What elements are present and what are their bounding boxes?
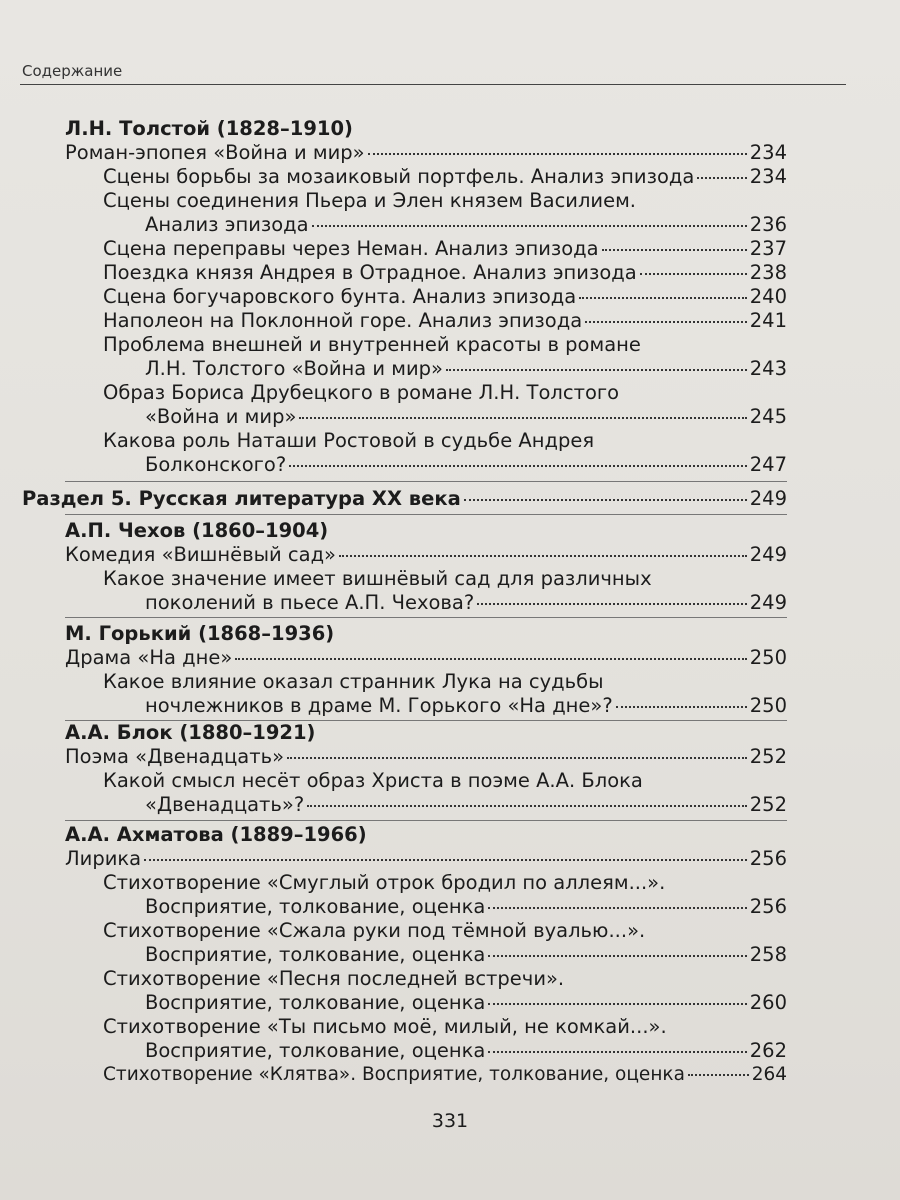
toc-page-number: 258 (749, 943, 787, 966)
running-head: Содержание (22, 62, 123, 80)
chekhov-heading: А.П. Чехов (1860–1904) (65, 519, 329, 542)
toc-entry-label: Драма «На дне» (65, 646, 233, 669)
toc-entry[interactable] (145, 793, 787, 817)
toc-page-number: 234 (749, 141, 787, 164)
section-rule (65, 820, 787, 821)
toc-entry-line: Стихотворение «Смуглый отрок бродил по аллеям...». (103, 871, 666, 894)
toc-entry-line: Стихотворение «Ты письмо моё, милый, не комкай...». (103, 1015, 667, 1038)
toc-entry-line: Сцены соединения Пьера и Элен князем Василием. (103, 189, 637, 212)
leader-dots (616, 706, 747, 708)
toc-entry[interactable] (145, 895, 787, 919)
toc-entry-label: «Война и мир» (145, 405, 297, 428)
section-rule (65, 514, 787, 515)
toc-entry-label: Восприятие, толкование, оценка (145, 1039, 486, 1062)
toc-page-number: 240 (749, 285, 787, 308)
toc-entry[interactable] (145, 694, 787, 718)
blok-heading: А.А. Блок (1880–1921) (65, 721, 316, 744)
tolstoy-heading: Л.Н. Толстой (1828–1910) (65, 117, 353, 140)
toc-page-number: 236 (749, 213, 787, 236)
page-number: 331 (431, 1110, 469, 1132)
toc-page-number: 249 (749, 591, 787, 614)
header-rule (20, 84, 846, 85)
toc-entry-label: Поэма «Двенадцать» (65, 745, 284, 768)
leader-dots (464, 499, 747, 501)
toc-entry[interactable] (65, 745, 787, 769)
toc-entry-war-and-peace[interactable] (65, 141, 787, 165)
leader-dots (688, 1074, 749, 1076)
toc-section-5[interactable] (22, 487, 787, 511)
leader-dots (144, 859, 747, 861)
toc-page-number: 250 (749, 646, 787, 669)
toc-page-number: 250 (749, 694, 787, 717)
leader-dots (307, 805, 747, 807)
leader-dots (368, 153, 747, 155)
akhmatova-heading: А.А. Ахматова (1889–1966) (65, 823, 367, 846)
toc-entry[interactable] (65, 847, 787, 871)
toc-entry-line: Какова роль Наташи Ростовой в судьбе Андрея (103, 429, 595, 452)
toc-entry-label: Л.Н. Толстого «Война и мир» (145, 357, 443, 380)
section-rule (65, 481, 787, 482)
toc-entry-label: Лирика (65, 847, 142, 870)
toc-entry[interactable] (145, 991, 787, 1015)
toc-page-number: 264 (751, 1064, 787, 1085)
leader-dots (640, 273, 747, 275)
toc-page-number: 252 (749, 793, 787, 816)
toc-entry[interactable] (103, 309, 787, 333)
toc-entry[interactable] (103, 261, 787, 285)
toc-entry[interactable] (145, 591, 787, 615)
toc-entry-label: Восприятие, толкование, оценка (145, 943, 486, 966)
leader-dots (235, 658, 746, 660)
toc-page-number: 256 (749, 847, 787, 870)
toc-entry[interactable] (103, 237, 787, 261)
toc-entry-label: Комедия «Вишнёвый сад» (65, 543, 336, 566)
toc-entry[interactable] (103, 285, 787, 309)
toc-entry-label: Роман-эпопея «Война и мир» (65, 141, 365, 164)
toc-page-number: 237 (749, 237, 787, 260)
toc-page-number: 249 (749, 487, 787, 510)
toc-entry-label: Стихотворение «Клятва». Восприятие, толкование, оценка (103, 1064, 685, 1085)
toc-entry-line: Стихотворение «Сжала руки под тёмной вуалью...». (103, 919, 646, 942)
toc-entry-label: Раздел 5. Русская литература ХХ века (22, 487, 461, 510)
leader-dots (339, 555, 747, 557)
toc-entry-label: «Двенадцать»? (145, 793, 305, 816)
toc-entry-label: Болконского? (145, 453, 287, 476)
leader-dots (488, 1051, 746, 1053)
gorky-heading: М. Горький (1868–1936) (65, 622, 335, 645)
toc-entry[interactable] (145, 943, 787, 967)
toc-page-number: 234 (749, 165, 787, 188)
toc-page-number: 249 (749, 543, 787, 566)
toc-page-number: 247 (749, 453, 787, 476)
leader-dots (488, 1003, 746, 1005)
leader-dots (289, 465, 747, 467)
leader-dots (579, 297, 747, 299)
leader-dots (602, 249, 747, 251)
leader-dots (299, 417, 746, 419)
leader-dots (312, 225, 747, 227)
toc-entry[interactable] (145, 405, 787, 429)
toc-entry-label: Наполеон на Поклонной горе. Анализ эпизода (103, 309, 583, 332)
toc-entry[interactable] (145, 213, 787, 237)
leader-dots (287, 757, 747, 759)
toc-page-number: 241 (749, 309, 787, 332)
toc-page-number: 256 (749, 895, 787, 918)
toc-entry-label: Восприятие, толкование, оценка (145, 991, 486, 1014)
toc-entry-label: ночлежников в драме М. Горького «На дне»? (145, 694, 613, 717)
toc-entry[interactable] (145, 357, 787, 381)
leader-dots (446, 369, 747, 371)
toc-page-number: 252 (749, 745, 787, 768)
toc-page-number: 260 (749, 991, 787, 1014)
toc-entry[interactable] (103, 1063, 787, 1087)
toc-entry-label: Анализ эпизода (145, 213, 309, 236)
toc-entry-label: Сцена богучаровского бунта. Анализ эпизода (103, 285, 577, 308)
toc-entry[interactable] (145, 1039, 787, 1063)
toc-entry-line: Какое влияние оказал странник Лука на судьбы (103, 670, 604, 693)
leader-dots (585, 321, 747, 323)
toc-entry-label: Сцена переправы через Неман. Анализ эпизода (103, 237, 599, 260)
section-rule (65, 617, 787, 618)
toc-entry-line: Образ Бориса Друбецкого в романе Л.Н. Толстого (103, 381, 620, 404)
toc-entry-label: Восприятие, толкование, оценка (145, 895, 486, 918)
toc-entry[interactable] (103, 165, 787, 189)
toc-entry[interactable] (65, 646, 787, 670)
toc-entry-label: Сцены борьбы за мозаиковый портфель. Анализ эпизода (103, 165, 695, 188)
toc-page-number: 262 (749, 1039, 787, 1062)
leader-dots (697, 177, 746, 179)
toc-entry[interactable] (65, 543, 787, 567)
toc-entry-line: Проблема внешней и внутренней красоты в романе (103, 333, 641, 356)
toc-entry-label: Поездка князя Андрея в Отрадное. Анализ эпизода (103, 261, 637, 284)
leader-dots (477, 603, 747, 605)
leader-dots (488, 907, 746, 909)
toc-entry-line: Какой смысл несёт образ Христа в поэме А.А. Блока (103, 769, 643, 792)
toc-page-number: 238 (749, 261, 787, 284)
toc-entry-label: поколений в пьесе А.П. Чехова? (145, 591, 475, 614)
leader-dots (488, 955, 746, 957)
toc-page-number: 245 (749, 405, 787, 428)
toc-entry[interactable] (145, 453, 787, 477)
toc-entry-line: Стихотворение «Песня последней встречи». (103, 967, 565, 990)
toc-entry-line: Какое значение имеет вишнёвый сад для различных (103, 567, 652, 590)
toc-page-number: 243 (749, 357, 787, 380)
